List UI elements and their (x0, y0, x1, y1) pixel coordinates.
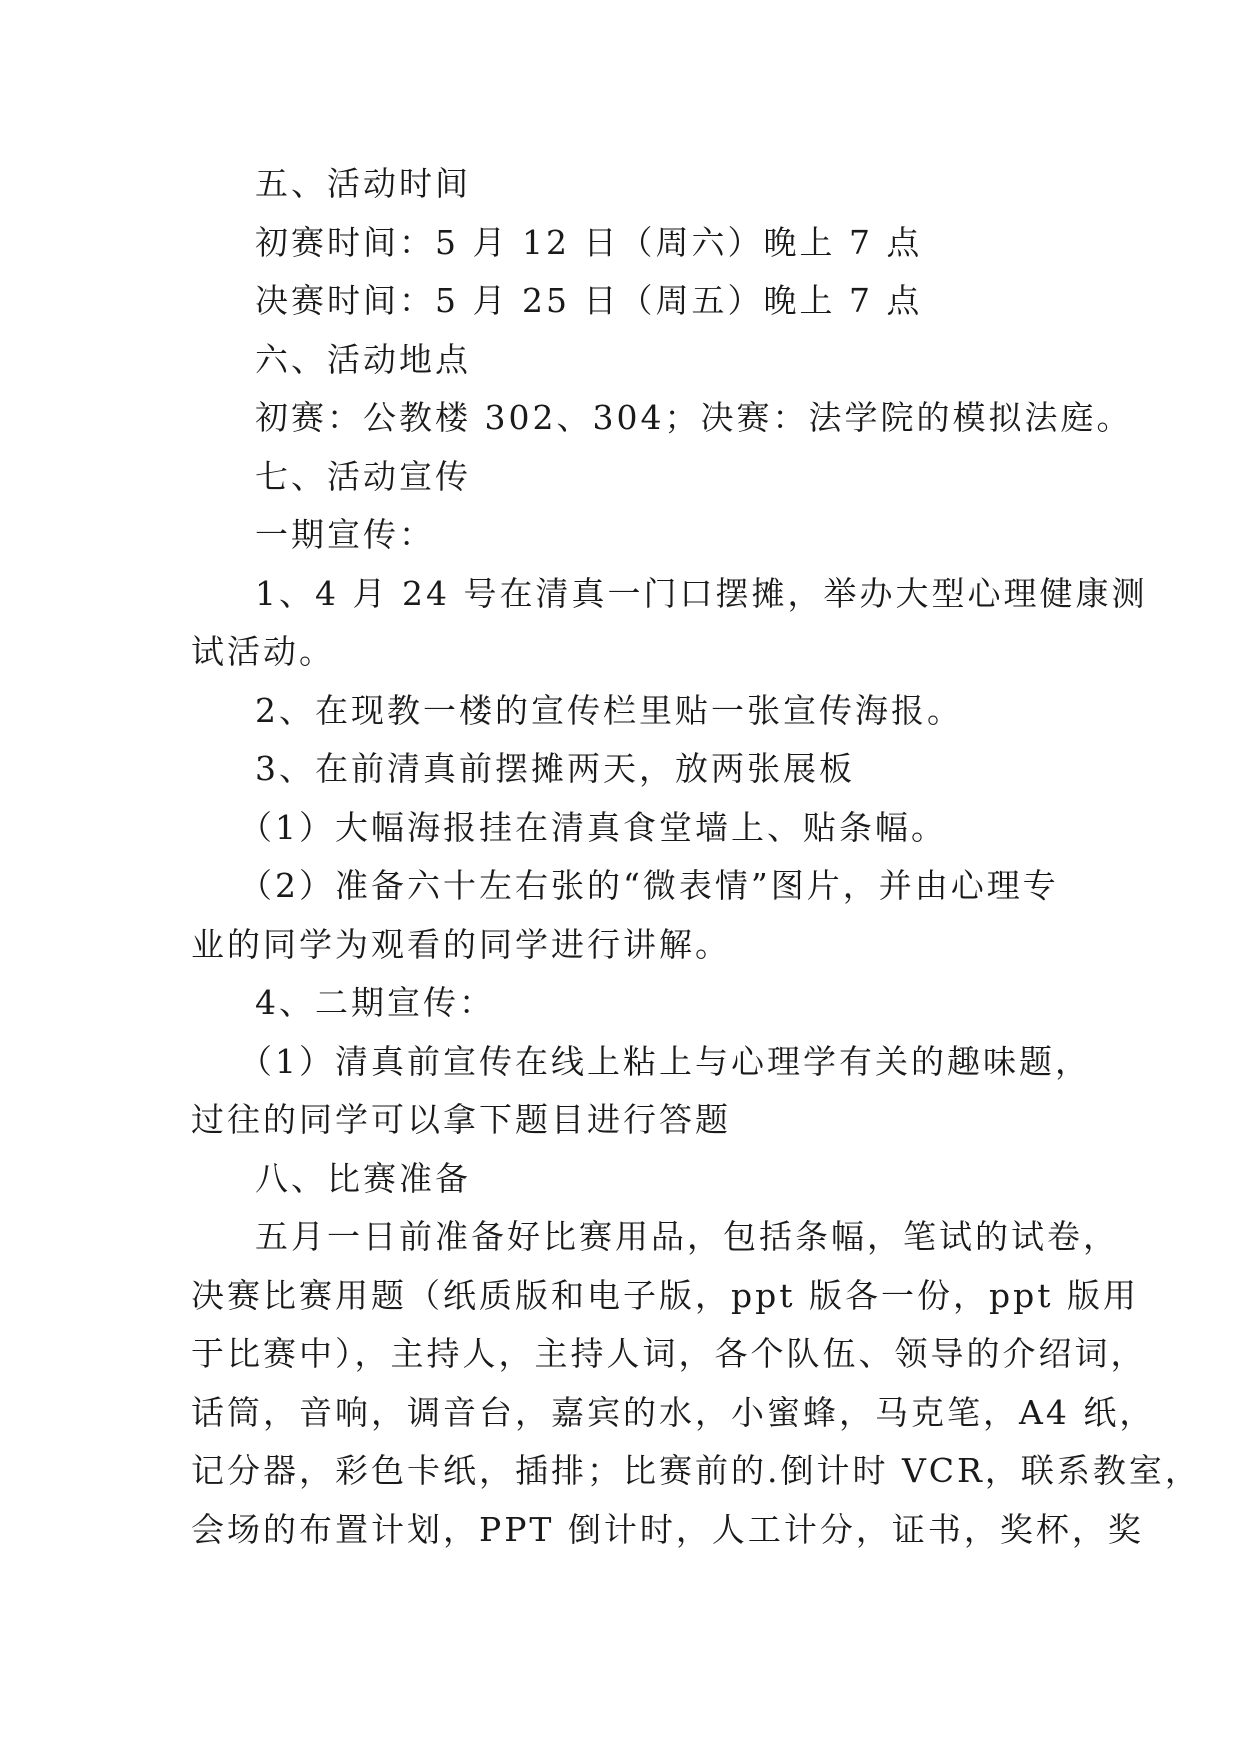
paragraph-line: 3、在前清真前摆摊两天，放两张展板 (255, 749, 855, 788)
paragraph-line: 一期宣传： (255, 515, 435, 554)
paragraph-line: 决赛时间：5 月 25 日（周五）晚上 7 点 (255, 281, 923, 320)
paragraph-line: 于比赛中），主持人，主持人词，各个队伍、领导的介绍词， (191, 1334, 1147, 1373)
document-body (191, 155, 1201, 1559)
section-heading-activity-location: 六、活动地点 (255, 339, 471, 379)
paragraph-line: 2、在现教一楼的宣传栏里贴一张宣传海报。 (255, 690, 963, 730)
paragraph-line: 4、二期宣传： (255, 983, 495, 1022)
paragraph-line: 会场的布置计划，PPT 倒计时，人工计分，证书，奖杯，奖 (191, 1509, 1144, 1549)
paragraph-line: （1）大幅海报挂在清真食堂墙上、贴条幅。 (239, 807, 947, 847)
section-heading-competition-preparation: 八、比赛准备 (255, 1158, 471, 1198)
paragraph-line: 初赛：公教楼 302、304；决赛：法学院的模拟法庭。 (255, 398, 1133, 437)
paragraph-line: 初赛时间：5 月 12 日（周六）晚上 7 点 (255, 222, 923, 262)
paragraph-line: 记分器，彩色卡纸，插排；比赛前的.倒计时 VCR，联系教室， (191, 1451, 1201, 1490)
paragraph-line: 话筒，音响，调音台，嘉宾的水，小蜜蜂，马克笔，A4 纸， (191, 1392, 1156, 1432)
paragraph-line: 五月一日前准备好比赛用品，包括条幅，笔试的试卷， (255, 1217, 1119, 1256)
paragraph-line: 过往的同学可以拿下题目进行答题 (191, 1100, 731, 1139)
paragraph-line: 1、4 月 24 号在清真一门口摆摊，举办大型心理健康测 (255, 573, 1148, 613)
section-heading-activity-time: 五、活动时间 (255, 164, 471, 203)
paragraph-line: 试活动。 (191, 632, 335, 671)
section-heading-activity-promotion: 七、活动宣传 (255, 456, 471, 496)
paragraph-line: 业的同学为观看的同学进行讲解。 (191, 924, 731, 964)
paragraph-line: （2）准备六十左右张的“微表情”图片，并由心理专 (239, 866, 1059, 905)
paragraph-line: 决赛比赛用题（纸质版和电子版，ppt 版各一份，ppt 版用 (191, 1275, 1139, 1315)
paragraph-line: （1）清真前宣传在线上粘上与心理学有关的趣味题， (239, 1041, 1091, 1081)
